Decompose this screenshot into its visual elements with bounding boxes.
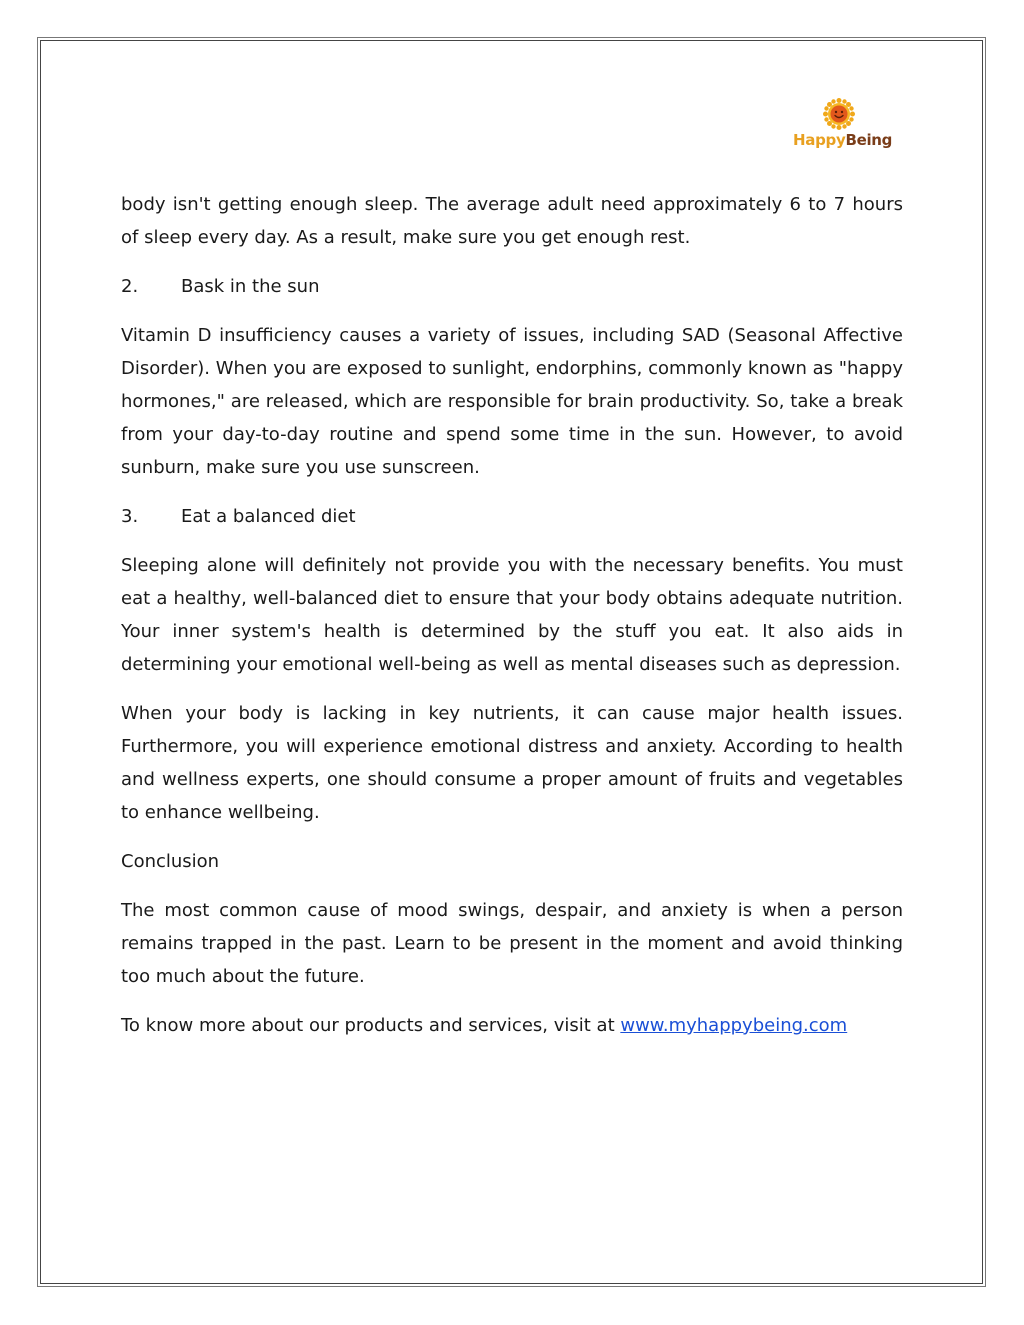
logo-text-happy: Happy (793, 131, 846, 149)
website-link[interactable]: www.myhappybeing.com (620, 1015, 848, 1036)
happy-being-logo (793, 98, 893, 154)
heading-title: Eat a balanced diet (181, 506, 356, 527)
conclusion-heading: Conclusion (121, 851, 220, 872)
sun-icon (823, 98, 855, 130)
heading-title: Bask in the sun (181, 276, 320, 297)
paragraph-diet-2: When your body is lacking in key nutrients, it can cause major health issues. Furthermore, you will experience emotional distress and anxiety. According to health and wellness experts, one should consume a proper amount of fruits and vegetables to enhance wellbeing. (121, 703, 903, 823)
paragraph-intro: body isn't getting enough sleep. The average adult need approximately 6 to 7 hours of sleep every day. As a result, make sure you get enough rest. (121, 194, 903, 248)
heading-balanced-diet (121, 500, 903, 533)
paragraph-sun: Vitamin D insufficiency causes a variety of issues, including SAD (Seasonal Affective Disorder). When you are exposed to sunlight, endorphins, commonly known as "happy hormones," are released, which are responsible for brain productivity. So, take a break from your day-to-day routine and spend some time in the sun. However, to avoid sunburn, make sure you use sunscreen. (121, 325, 903, 478)
closing-text: To know more about our products and services, visit at (121, 1015, 621, 1036)
logo-text (793, 131, 893, 149)
paragraph-conclusion: The most common cause of mood swings, despair, and anxiety is when a person remains trapped in the past. Learn to be present in the moment and avoid thinking too much about the future. (121, 900, 903, 987)
paragraph-closing (121, 1009, 903, 1042)
heading-number: 2. (121, 276, 139, 297)
paragraph-diet-1: Sleeping alone will definitely not provide you with the necessary benefits. You must eat a healthy, well-balanced diet to ensure that your body obtains adequate nutrition. Your inner system's health is determined by the stuff you eat. It also aids in determining your emotional well-being as well as mental diseases such as depression. (121, 555, 903, 675)
heading-bask-in-sun (121, 270, 903, 303)
heading-number: 3. (121, 506, 139, 527)
logo-text-being: Being (845, 131, 893, 149)
document-body (121, 188, 903, 1058)
